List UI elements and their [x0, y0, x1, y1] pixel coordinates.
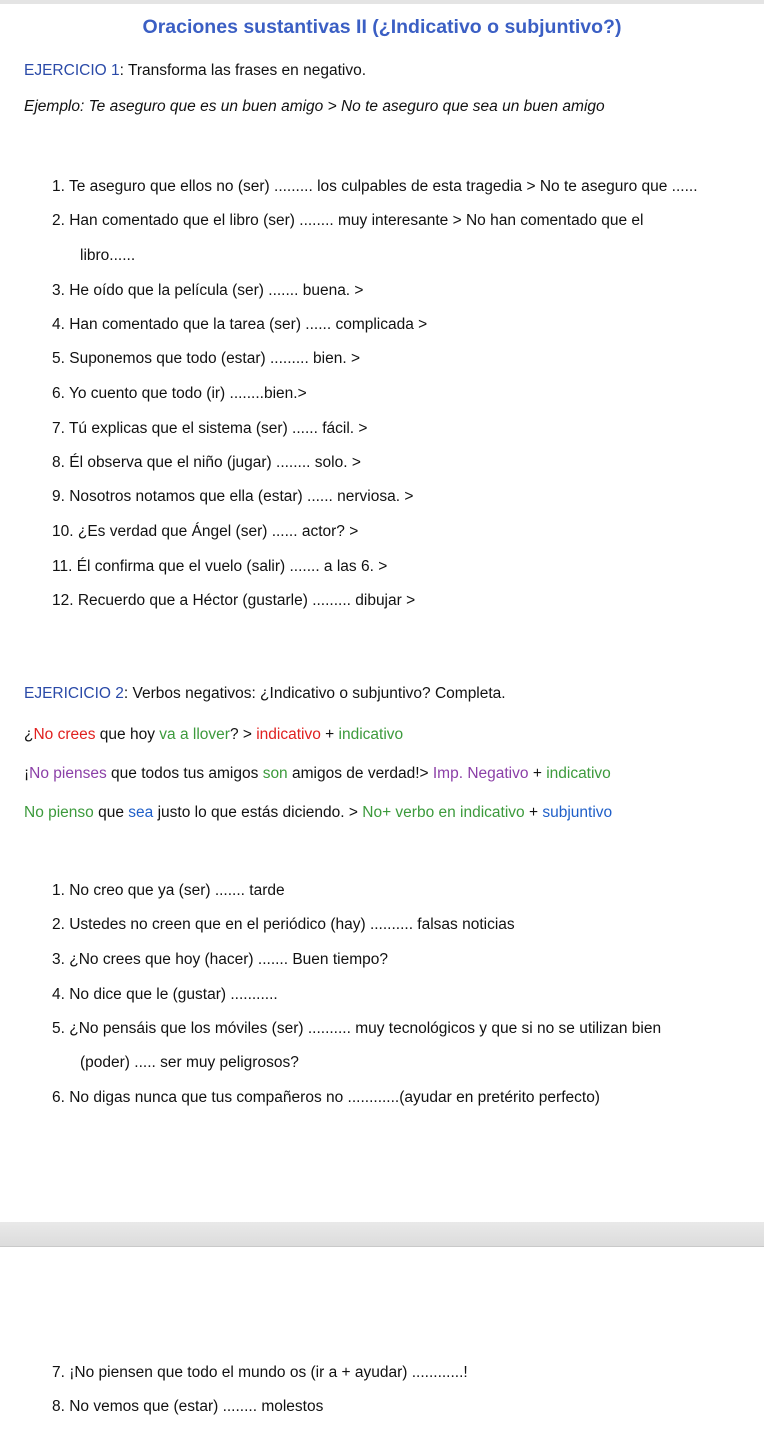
text: + — [528, 765, 547, 782]
ex2-item-5: 5. ¿No pensáis que los móviles (ser) .......... muy tecnológicos y que si no se utilizan bien — [52, 1020, 662, 1037]
exercise-2-label: EJERICICIO 2 — [24, 685, 124, 702]
ex1-item-5: 5. Suponemos que todo (estar) ......... bien. > — [52, 350, 361, 367]
ex1-item-2: 2. Han comentado que el libro (ser) ........ muy interesante > No han comentado que el — [52, 212, 644, 229]
exercise-1-instruction: : Transforma las frases en negativo. — [119, 62, 367, 79]
ex2-item-2: 2. Ustedes no creen que en el periódico (hay) .......... falsas noticias — [52, 916, 515, 933]
ex2-item-1: 1. No creo que ya (ser) ....... tarde — [52, 882, 285, 899]
exercise-1-example: Ejemplo: Te aseguro que es un buen amigo > No te aseguro que sea un buen amigo — [24, 98, 605, 115]
ex2-item-4: 4. No dice que le (gustar) ........... — [52, 986, 278, 1003]
ex1-item-7: 7. Tú explicas que el sistema (ser) ...... fácil. > — [52, 420, 368, 437]
ex2-item-6: 6. No digas nunca que tus compañeros no ............(ayudar en pretérito perfecto) — [52, 1089, 600, 1106]
text: No pienso — [24, 804, 94, 821]
text: que todos tus amigos — [106, 765, 263, 782]
text: + — [320, 726, 339, 743]
ex2-item-3: 3. ¿No crees que hoy (hacer) ....... Buen tiempo? — [52, 951, 388, 968]
text: indicativo — [256, 726, 321, 743]
text: sea — [128, 804, 154, 821]
text: No crees — [33, 726, 96, 743]
text: justo lo que estás diciendo. > — [153, 804, 363, 821]
ex2-item-8: 8. No vemos que (estar) ........ molestos — [52, 1398, 324, 1415]
ex1-item-2-cont: libro...... — [80, 247, 136, 264]
text: ? > — [229, 726, 257, 743]
exercise-2-instruction: : Verbos negativos: ¿Indicativo o subjuntivo? Completa. — [123, 685, 506, 702]
page-break — [0, 1222, 764, 1247]
ex1-item-10: 10. ¿Es verdad que Ángel (ser) ...... actor? > — [52, 523, 359, 540]
ex1-item-9: 9. Nosotros notamos que ella (estar) ...... nerviosa. > — [52, 488, 414, 505]
text: indicativo — [546, 765, 611, 782]
ex1-item-4: 4. Han comentado que la tarea (ser) ...... complicada > — [52, 316, 428, 333]
exercise-1-heading — [24, 62, 366, 80]
ex2-item-5-cont: (poder) ..... ser muy peligrosos? — [80, 1054, 299, 1071]
text: indicativo — [338, 726, 404, 743]
exercise-1-label: EJERCICIO 1 — [24, 62, 120, 79]
text: va a llover — [159, 726, 230, 743]
ex1-item-3: 3. He oído que la película (ser) ....... buena. > — [52, 282, 364, 299]
ex1-item-1: 1. Te aseguro que ellos no (ser) ......... los culpables de esta tragedia > No te aseguro que ...... — [52, 178, 698, 195]
ex1-item-6: 6. Yo cuento que todo (ir) ........bien.> — [52, 385, 307, 402]
text: ¿ — [24, 726, 34, 743]
example-a — [24, 726, 403, 744]
text: Imp. Negativo — [432, 765, 529, 782]
page-title: Oraciones sustantivas II (¿Indicativo o subjuntivo?) — [142, 16, 622, 38]
text: amigos de verdad!> — [287, 765, 433, 782]
ex1-item-11: 11. Él confirma que el vuelo (salir) ....... a las 6. > — [52, 558, 388, 575]
exercise-2-heading — [24, 685, 506, 703]
text: + — [524, 804, 543, 821]
example-c — [24, 804, 612, 822]
example-b — [24, 765, 611, 783]
ex1-item-8: 8. Él observa que el niño (jugar) ........ solo. > — [52, 454, 361, 471]
text: son — [262, 765, 288, 782]
ex2-item-7: 7. ¡No piensen que todo el mundo os (ir a + ayudar) ............! — [52, 1364, 468, 1381]
text: que hoy — [95, 726, 160, 743]
text: No pienses — [29, 765, 107, 782]
text: ¡ — [24, 765, 30, 782]
ex1-item-12: 12. Recuerdo que a Héctor (gustarle) ......... dibujar > — [52, 592, 416, 609]
text: No+ verbo en indicativo — [362, 804, 525, 821]
text: subjuntivo — [542, 804, 613, 821]
text: que — [93, 804, 129, 821]
top-edge — [0, 0, 764, 4]
